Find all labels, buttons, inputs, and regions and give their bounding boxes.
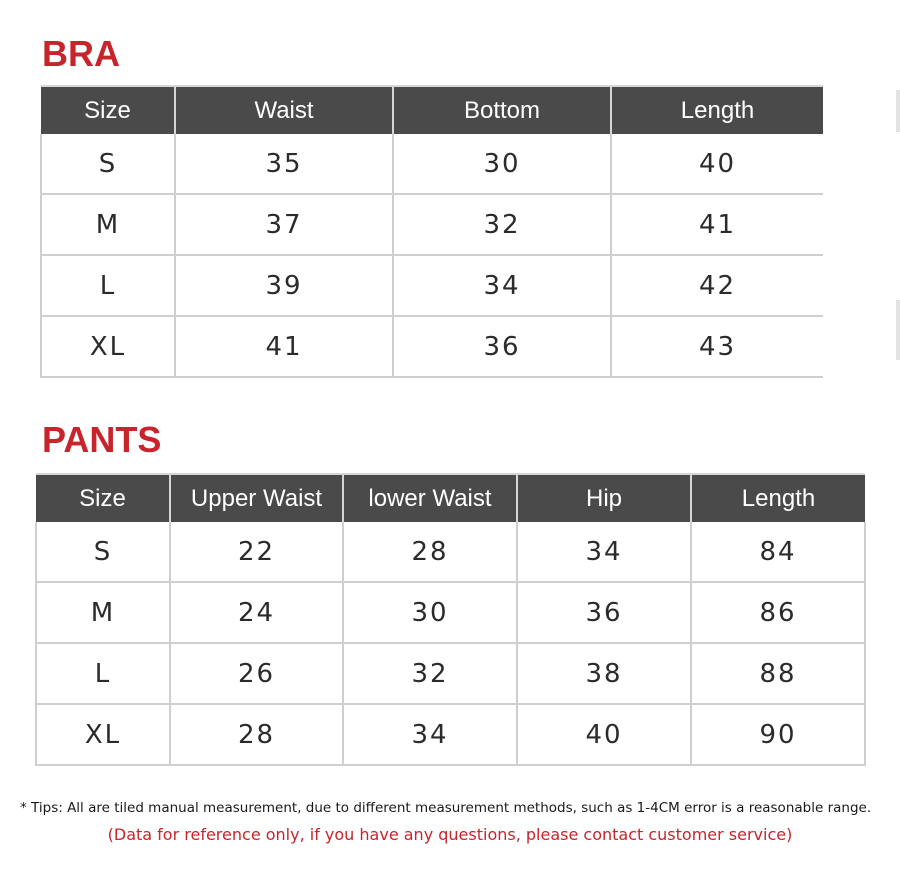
table-cell: 86 [691, 582, 865, 643]
table-row [41, 255, 823, 316]
pants-section-title: PANTS [42, 419, 162, 460]
table-cell: 43 [611, 316, 823, 377]
table-cell: 36 [393, 316, 611, 377]
table-cell: 41 [611, 194, 823, 255]
table-cell: 34 [393, 255, 611, 316]
table-cell: 40 [517, 704, 691, 765]
table-row [41, 194, 823, 255]
table-cell: 41 [175, 316, 393, 377]
measurement-tips: * Tips: All are tiled manual measurement, due to different measurement methods, such as 1-4CM error is a reasonable range. [20, 800, 872, 816]
table-cell: 34 [343, 704, 517, 765]
table-cell: 40 [611, 134, 823, 194]
column-header: Size [36, 474, 170, 522]
table-row [36, 704, 865, 765]
size-cell: S [41, 134, 175, 194]
size-cell: XL [41, 316, 175, 377]
table-row [36, 643, 865, 704]
table-cell: 28 [170, 704, 343, 765]
table-cell: 32 [393, 194, 611, 255]
table-header-row [41, 86, 823, 134]
table-cell: 30 [343, 582, 517, 643]
edge-divider [896, 90, 900, 132]
table-cell: 42 [611, 255, 823, 316]
table-cell: 36 [517, 582, 691, 643]
size-cell: S [36, 522, 170, 582]
column-header: Waist [175, 86, 393, 134]
column-header: Length [611, 86, 823, 134]
size-cell: L [36, 643, 170, 704]
table-cell: 38 [517, 643, 691, 704]
table-cell: 39 [175, 255, 393, 316]
table-row [41, 316, 823, 377]
size-cell: L [41, 255, 175, 316]
table-row [41, 134, 823, 194]
edge-divider [896, 300, 900, 360]
column-header: Hip [517, 474, 691, 522]
pants-size-table [35, 473, 866, 766]
column-header: lower Waist [343, 474, 517, 522]
column-header: Size [41, 86, 175, 134]
size-cell: M [41, 194, 175, 255]
bra-section-title: BRA [42, 33, 120, 74]
table-cell: 37 [175, 194, 393, 255]
bra-size-table [40, 85, 823, 378]
reference-note: (Data for reference only, if you have any questions, please contact customer service) [107, 825, 793, 844]
table-cell: 24 [170, 582, 343, 643]
column-header: Length [691, 474, 865, 522]
table-cell: 22 [170, 522, 343, 582]
table-row [36, 522, 865, 582]
table-cell: 32 [343, 643, 517, 704]
table-cell: 34 [517, 522, 691, 582]
table-cell: 84 [691, 522, 865, 582]
table-header-row [36, 474, 865, 522]
size-cell: M [36, 582, 170, 643]
table-cell: 35 [175, 134, 393, 194]
table-cell: 30 [393, 134, 611, 194]
table-cell: 26 [170, 643, 343, 704]
column-header: Bottom [393, 86, 611, 134]
table-cell: 88 [691, 643, 865, 704]
table-cell: 28 [343, 522, 517, 582]
table-cell: 90 [691, 704, 865, 765]
size-cell: XL [36, 704, 170, 765]
column-header: Upper Waist [170, 474, 343, 522]
table-row [36, 582, 865, 643]
